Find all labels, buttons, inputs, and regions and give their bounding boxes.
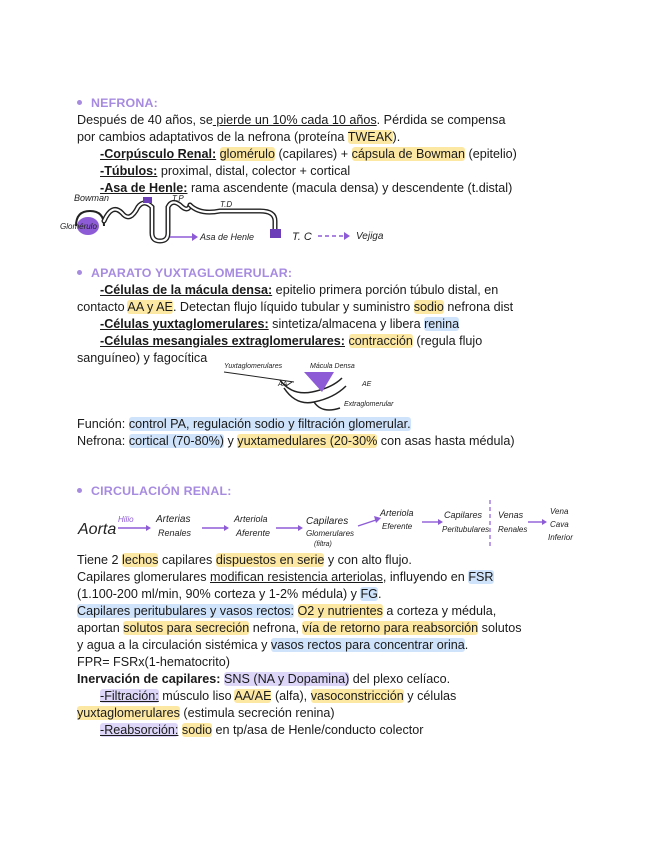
highlight-yellow: AA y AE	[127, 300, 173, 314]
heading-text: NEFRONA:	[91, 96, 158, 110]
flow-inferior: Inferior	[548, 533, 573, 542]
collecting-duct-end	[270, 229, 281, 238]
term: -Corpúsculo Renal:	[100, 147, 217, 161]
flow-venas: Venas	[498, 510, 524, 520]
highlight-yellow: AA/AE	[234, 689, 272, 703]
section-heading-aparato	[77, 266, 292, 280]
highlight-blue: vasos rectos para concentrar orina	[270, 638, 465, 652]
renal-flow-diagram	[72, 500, 592, 552]
text: Tiene 2	[77, 553, 123, 567]
label-yuxtaglomerulares: Yuxtaglomerulares	[224, 363, 283, 370]
flow-arteriola-ef: Arteriola	[380, 508, 414, 518]
flow-renales: Renales	[158, 528, 192, 538]
text: contacto	[77, 300, 128, 314]
text-line	[77, 671, 450, 687]
flow-aorta: Aorta	[78, 521, 117, 538]
text-line	[77, 620, 522, 636]
text: del plexo celíaco.	[349, 672, 451, 686]
text: . Pérdida se compensa	[376, 113, 506, 127]
text: epitelio primera porción túbulo distal, en	[272, 283, 499, 297]
flow-glomerulares: Glomerulares	[306, 529, 355, 538]
label-extraglomerular: Extraglomerular	[344, 401, 394, 408]
flow-arteriola-af: Arteriola	[234, 514, 268, 524]
text: y células	[403, 689, 457, 703]
text: ).	[392, 130, 401, 144]
term: -Células mesangiales extraglomerulares:	[100, 334, 345, 348]
highlight-yellow: O2 y nutrientes	[297, 604, 383, 618]
nephron-diagram	[60, 193, 400, 249]
highlight-yellow: contracción	[348, 334, 413, 348]
text-line	[77, 569, 494, 585]
text: solutos	[478, 621, 522, 635]
flow-renales-v: Renales	[498, 525, 528, 534]
text: músculo liso	[158, 689, 235, 703]
flow-eferente: Eferente	[382, 522, 413, 531]
bullet-icon	[77, 270, 82, 275]
text: Función:	[77, 417, 129, 431]
text: nefrona,	[249, 621, 303, 635]
term: Inervación de capilares:	[77, 672, 221, 686]
text: rama ascendente (macula densa) y descendente (t.distal)	[187, 181, 513, 195]
flow-vena: Vena	[550, 507, 569, 516]
text-line	[77, 299, 513, 315]
text: (estimula secreción renina)	[179, 706, 335, 720]
text-line	[100, 688, 456, 704]
label-bowman: Bowman	[74, 193, 110, 203]
text: Nefrona:	[77, 434, 129, 448]
highlight-blue: control PA, regulación sodio y filtración glomerular.	[128, 417, 411, 431]
text-line	[77, 603, 496, 619]
label-aa: AA	[278, 381, 288, 388]
text-line	[100, 316, 459, 332]
highlight-yellow: solutos para secreción	[123, 621, 250, 635]
flow-peritubulares: Peritubulares	[442, 525, 490, 534]
text-line	[77, 586, 381, 602]
text-line	[100, 146, 517, 162]
label-asa-henle: Asa de Henle	[200, 232, 255, 242]
text: a corteza y médula,	[382, 604, 497, 618]
text: y agua a la circulación sistémica y	[77, 638, 271, 652]
flow-filtra: (filtra)	[314, 541, 332, 548]
section-heading-nefrona	[77, 96, 158, 110]
label-td: T.D	[220, 200, 233, 209]
text: .	[377, 587, 382, 601]
text-line	[100, 722, 423, 738]
text-line	[100, 163, 350, 179]
text-line: sanguíneo) y fagocítica	[77, 351, 208, 365]
text: sintetiza/almacena y libera	[268, 317, 425, 331]
text-line	[77, 705, 335, 721]
highlight-yellow: TWEAK	[347, 130, 393, 144]
juxtaglomerular-diagram	[222, 358, 402, 414]
text: .	[464, 638, 469, 652]
macula-densa-shape	[304, 372, 334, 392]
highlight-purple: SNS (NA y Dopamina)	[224, 672, 350, 686]
text: proximal, distal, colector + cortical	[157, 164, 351, 178]
term: -Asa de Henle:	[100, 181, 188, 195]
label-tc: T. C	[292, 231, 312, 243]
underlined-text: modifican resistencia arteriolas	[210, 570, 383, 584]
text: (1.100-200 ml/min, 90% corteza y 1-2% médula) y	[77, 587, 361, 601]
highlight-yellow: glomérulo	[219, 147, 275, 161]
highlight-blue: Capilares peritubulares y vasos rectos:	[77, 604, 294, 618]
bullet-icon	[77, 100, 82, 105]
highlight-blue: renina	[424, 317, 460, 331]
highlight-purple: -Filtración:	[100, 689, 159, 703]
text-line	[77, 112, 505, 128]
text: y con alto flujo.	[324, 553, 412, 567]
highlight-yellow: vasoconstricción	[310, 689, 404, 703]
text: Después de 40 años, se	[77, 113, 213, 127]
text-line	[77, 552, 412, 568]
heading-text: APARATO YUXTAGLOMERULAR:	[91, 266, 293, 280]
label-glomerulo: Glomérulo	[60, 222, 97, 231]
text: en tp/asa de Henle/conducto colector	[212, 723, 424, 737]
label-tp: T.P	[172, 194, 184, 203]
underlined-text: pierde un 10% cada 10 años	[212, 113, 377, 127]
highlight-yellow: dispuestos en serie	[215, 553, 325, 567]
text: Capilares glomerulares	[77, 570, 210, 584]
text: y	[224, 434, 238, 448]
highlight-purple: -Reabsorción:	[100, 723, 179, 737]
text-line: FPR= FSRx(1-hematocrito)	[77, 655, 230, 669]
text: aportan	[77, 621, 124, 635]
flow-capilares-p: Capilares	[444, 510, 483, 520]
text-line	[100, 282, 498, 298]
text: con asas hasta médula)	[377, 434, 515, 448]
label-ae: AE	[362, 381, 372, 388]
label-vejiga: Vejiga	[356, 231, 384, 242]
highlight-yellow: yuxtaglomerulares	[77, 706, 180, 720]
highlight-blue: FG	[360, 587, 378, 601]
text: . Detectan flujo líquido tubular y suministro	[172, 300, 414, 314]
text	[294, 604, 298, 618]
highlight-yellow: yuxtamedulares (20-30%	[237, 434, 378, 448]
section-heading-circulacion	[77, 484, 232, 498]
text-line	[77, 433, 515, 449]
term: -Células de la mácula densa:	[100, 283, 273, 297]
term: -Túbulos:	[100, 164, 158, 178]
text: (alfa),	[271, 689, 311, 703]
highlight-blue: FSR	[468, 570, 494, 584]
flow-cava: Cava	[550, 520, 569, 529]
highlight-yellow: sodio	[181, 723, 213, 737]
text: , influyendo en	[382, 570, 469, 584]
flow-aferente: Aferente	[236, 528, 271, 538]
text: (regula flujo	[412, 334, 483, 348]
highlight-yellow: lechos	[122, 553, 159, 567]
text: nefrona dist	[443, 300, 514, 314]
text: (epitelio)	[465, 147, 517, 161]
highlight-yellow: sodio	[413, 300, 444, 314]
label-macula-densa: Mácula Densa	[310, 363, 355, 370]
highlight-yellow: vía de retorno para reabsorción	[302, 621, 479, 635]
flow-hilio: Hilio	[118, 515, 134, 524]
flow-capilares: Capilares	[306, 516, 349, 527]
text: (capilares) +	[274, 147, 352, 161]
text	[345, 334, 349, 348]
flow-arterias: Arterias	[156, 514, 191, 525]
text: por cambios adaptativos de la nefrona (proteína	[77, 130, 348, 144]
text-line	[100, 333, 482, 349]
highlight-blue: cortical (70-80%)	[128, 434, 224, 448]
text: capilares	[158, 553, 216, 567]
bullet-icon	[77, 488, 82, 493]
highlight-yellow: cápsula de Bowman	[351, 147, 466, 161]
heading-text: CIRCULACIÓN RENAL:	[91, 484, 232, 498]
text-line	[77, 416, 411, 432]
text-line	[77, 637, 468, 653]
text-line	[77, 129, 400, 145]
term: -Células yuxtaglomerulares:	[100, 317, 269, 331]
